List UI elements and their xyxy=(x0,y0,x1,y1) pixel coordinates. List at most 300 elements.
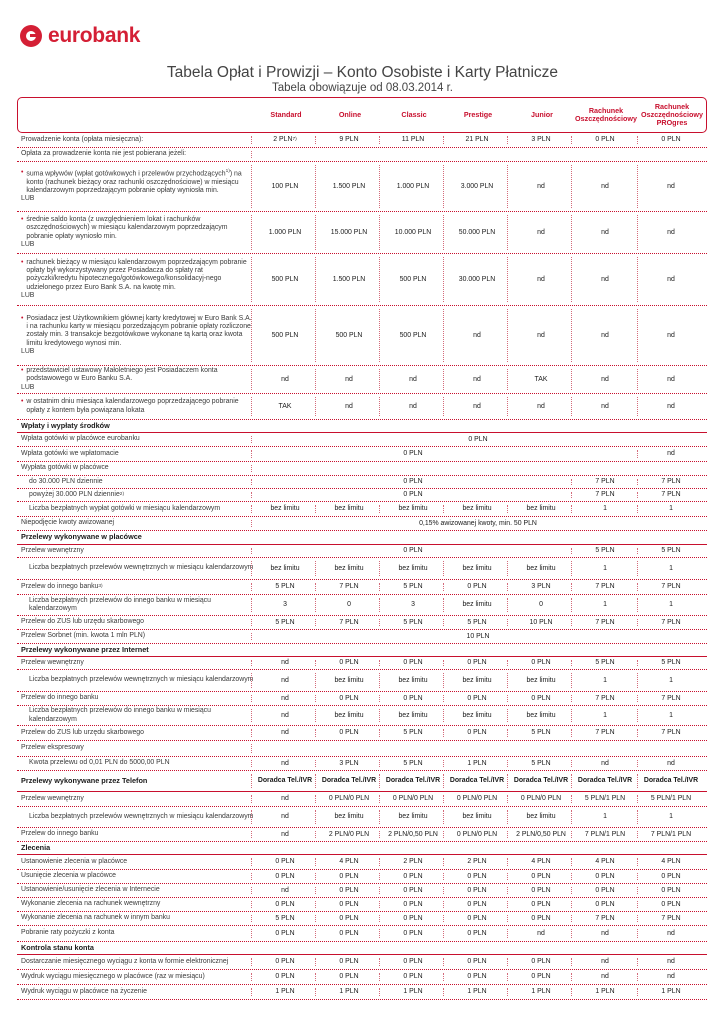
column-separator xyxy=(379,774,380,788)
column-separator xyxy=(637,492,638,498)
column-separator xyxy=(571,165,572,208)
row-label: Wydruk wyciągu miesięcznego w placówce (raz w miesiącu) xyxy=(21,972,205,980)
cell-7: 0 PLN xyxy=(661,886,681,894)
cell-1: 500 PLN xyxy=(271,275,299,283)
cell-7: 5 PLN/1 PLN xyxy=(650,795,692,803)
column-separator xyxy=(315,929,316,938)
cell-6: 7 PLN/1 PLN xyxy=(584,830,626,838)
column-separator xyxy=(507,257,508,302)
column-separator xyxy=(315,309,316,362)
cell-4: 0 PLN xyxy=(467,900,487,908)
row-label: Przelew do innego banku xyxy=(21,830,99,838)
column-separator xyxy=(379,673,380,688)
cell-4: 5 PLN xyxy=(467,618,487,626)
row-label: Przelew wewnętrzny xyxy=(21,794,84,802)
column-separator xyxy=(443,901,444,908)
cell-2: 7 PLN xyxy=(595,491,615,499)
cell-5: 0 PLN xyxy=(531,973,551,981)
table-row-przelew-sorbnet-min-kwota-1-mln-pln xyxy=(17,630,707,644)
cell-2: 0 PLN xyxy=(339,659,359,667)
cell-3: 0 PLN xyxy=(403,900,423,908)
column-separator xyxy=(251,774,252,788)
cell-7: 1 PLN xyxy=(661,988,681,996)
column-separator xyxy=(315,760,316,767)
section-przelewy-wykonywane-przez-telefon xyxy=(17,771,707,792)
column-separator xyxy=(315,774,316,788)
column-separator xyxy=(637,165,638,208)
column-separator xyxy=(315,673,316,688)
column-separator xyxy=(571,795,572,803)
cell-2: 3 PLN xyxy=(339,759,359,767)
column-separator xyxy=(251,465,252,472)
column-separator xyxy=(379,136,380,144)
cell-4: 0 PLN xyxy=(467,694,487,702)
cell-5: bez limitu xyxy=(526,813,556,821)
row-label: • rachunek bieżący w miesiącu kalendarzowym poprzedzającym pobranie opłaty był wykorzystywany przez Posiadacza do spłaty rat pożyczki/kredytu hipotecznego/gotówkowego/konsolidacyj-nego udzielonego przez Euro Bank S.A. na kwotę min. LUB xyxy=(21,258,247,299)
cell-4: 0 PLN xyxy=(467,914,487,922)
column-separator xyxy=(637,973,638,981)
column-separator xyxy=(315,215,316,250)
section-przelewy-wykonywane-przez-internet xyxy=(17,644,707,657)
table-row-wykonanie-zlecenia-na-rachunek-w-innym-b xyxy=(17,912,707,926)
cell-4: bez limitu xyxy=(462,813,492,821)
column-separator xyxy=(443,729,444,737)
cell-2: 1 PLN xyxy=(339,988,359,996)
cell-3: 3 xyxy=(411,601,415,609)
column-separator xyxy=(507,583,508,591)
cell-6: nd xyxy=(601,182,609,190)
column-separator xyxy=(507,165,508,208)
column-separator xyxy=(251,810,252,824)
column-separator xyxy=(571,505,572,513)
column-separator xyxy=(315,165,316,208)
column-separator xyxy=(443,958,444,966)
column-separator xyxy=(315,505,316,513)
column-separator xyxy=(571,774,572,788)
column-separator xyxy=(637,774,638,788)
cell-4: 0 PLN xyxy=(467,886,487,894)
table-row-przelew-wewnetrzny xyxy=(17,792,707,807)
cell-7: 1 xyxy=(669,711,673,719)
table-row-przelew-do-zus-lub-urzedu-skarbowego xyxy=(17,616,707,630)
table-row-wplata-gotowki-w-placowce-eurobanku xyxy=(17,433,707,447)
row-label: Przelew wewnętrzny xyxy=(21,546,84,554)
row-label: Pobranie raty pożyczki z konta xyxy=(21,929,115,937)
page-title: Tabela Opłat i Prowizji – Konto Osobiste i Karty Płatnicze xyxy=(166,64,559,81)
column-separator xyxy=(443,774,444,788)
cell-3: 0 PLN xyxy=(403,958,423,966)
column-separator xyxy=(251,873,252,880)
column-separator xyxy=(571,915,572,922)
column-separator xyxy=(251,695,252,702)
cell-5: 0 PLN xyxy=(531,659,551,667)
table-row-liczba-bezplatnych-przelewow-wewnetrznyc xyxy=(17,558,707,580)
column-separator xyxy=(443,831,444,838)
cell-5: 0 PLN xyxy=(531,872,551,880)
column-separator xyxy=(571,548,572,554)
cell-4: bez limitu xyxy=(462,505,492,513)
cell-6: 0 PLN xyxy=(595,136,615,144)
cell-7: Doradca Tel./IVR xyxy=(643,777,699,785)
row-label: Przelew do ZUS lub urzędu skarbowego xyxy=(21,728,144,736)
column-separator xyxy=(379,561,380,576)
row-label: • przedstawiciel ustawowy Małoletniego jest Posiadaczem konta podstawowego w Euro Banku S.A. LUB xyxy=(21,367,218,391)
table-row-niepodjecie-kwoty-awizowanej xyxy=(17,517,707,531)
cell-2: 15.000 PLN xyxy=(330,228,368,236)
column-separator xyxy=(637,795,638,803)
row-label: Przelewy wykonywane w placówce xyxy=(21,532,142,542)
column-separator xyxy=(251,660,252,666)
table-row-posiadacz-jest-uzytkownikiem-glownej-kar xyxy=(17,306,707,366)
column-separator xyxy=(251,709,252,722)
cell-3: 1.000 PLN xyxy=(396,182,430,190)
column-separator xyxy=(507,397,508,416)
column-separator xyxy=(251,633,252,640)
column-separator xyxy=(251,915,252,922)
row-label: Przelewy wykonywane przez Internet xyxy=(21,644,149,654)
cell-5: bez limitu xyxy=(526,711,556,719)
table-row-przelew-do-zus-lub-urzedu-skarbowego xyxy=(17,726,707,741)
cell-7: 5 PLN xyxy=(661,659,681,667)
column-separator xyxy=(443,795,444,803)
column-separator xyxy=(443,915,444,922)
column-separator xyxy=(443,215,444,250)
column-separator xyxy=(507,887,508,894)
cell-4: nd xyxy=(473,331,481,339)
cell-1: nd xyxy=(281,375,289,383)
cell-2: 4 PLN xyxy=(339,858,359,866)
cell-4: 0 PLN/0 PLN xyxy=(456,795,498,803)
column-separator xyxy=(251,309,252,362)
table-row-liczba-bezplatnych-przelewow-do-innego-b xyxy=(17,706,707,726)
cell-3: 11 PLN xyxy=(401,136,425,144)
column-separator xyxy=(571,858,572,866)
table-row-przelew-do-innego-banku xyxy=(17,580,707,595)
cell-7: 1 xyxy=(669,601,673,609)
column-separator xyxy=(637,136,638,144)
table-row-przelew-wewnetrzny xyxy=(17,657,707,670)
cell-1: Doradca Tel./IVR xyxy=(257,777,313,785)
column-separator xyxy=(379,215,380,250)
row-label: Ustanowienie zlecenia w placówce xyxy=(21,857,128,865)
table-row-dostarczanie-miesiecznego-wyciagu-z-kont xyxy=(17,955,707,970)
table-row-liczba-bezplatnych-przelewow-do-innego-b xyxy=(17,595,707,616)
cell-2: 0 PLN xyxy=(339,958,359,966)
column-separator xyxy=(443,561,444,576)
column-separator xyxy=(637,709,638,722)
logo-text: eurobank xyxy=(48,24,141,47)
cell-5: 5 PLN xyxy=(531,729,551,737)
column-separator xyxy=(571,901,572,908)
row-label: Zlecenia xyxy=(21,842,51,852)
cell-6: 0 PLN xyxy=(595,872,615,880)
cell-5: nd xyxy=(537,929,545,937)
column-separator xyxy=(251,598,252,612)
cell-1: 10 PLN xyxy=(466,632,490,640)
cell-2: 7 PLN xyxy=(595,478,615,486)
column-separator xyxy=(251,492,252,498)
cell-1: 0 PLN xyxy=(275,929,295,937)
cell-4: 0 PLN xyxy=(467,659,487,667)
table-row-w-ostatnim-dniu-miesiaca-kalendarzowego- xyxy=(17,394,707,420)
column-separator xyxy=(379,165,380,208)
cell-1: 0 PLN xyxy=(468,435,488,443)
cell-1: 5 PLN xyxy=(275,618,295,626)
cell-3: 500 PLN xyxy=(399,331,427,339)
column-separator xyxy=(637,369,638,390)
column-separator xyxy=(571,873,572,880)
cell-3: 0 PLN xyxy=(403,886,423,894)
column-separator xyxy=(251,973,252,981)
table-row-przedstawiciel-ustawowy-maloletniego-jes xyxy=(17,366,707,394)
cell-6: 1 xyxy=(603,813,607,821)
column-separator xyxy=(251,858,252,866)
column-separator xyxy=(507,561,508,576)
cell-1: 0 PLN xyxy=(275,958,295,966)
cell-3: nd xyxy=(409,402,417,410)
column-separator xyxy=(251,369,252,390)
row-label: • suma wpływów (wpłat gotówkowych i przelewów przychodzących$^{1)}$) na konto (rachunek bieżący oraz rachunki oszczędnościowe) w miesiącu kalendarzowym poprzedzającym pobranie opłaty wyniosła min. LUB xyxy=(21,169,242,203)
cell-4: 21 PLN xyxy=(465,136,489,144)
cell-5: 10 PLN xyxy=(529,618,553,626)
cell-2: 7 PLN xyxy=(339,583,359,591)
cell-1: TAK xyxy=(278,402,292,410)
table-row-wykonanie-zlecenia-na-rachunek-wewnetrzn xyxy=(17,898,707,912)
column-separator xyxy=(315,831,316,838)
cell-5: 0 PLN/0 PLN xyxy=(520,795,562,803)
column-separator xyxy=(251,744,252,753)
cell-4: 30.000 PLN xyxy=(458,275,496,283)
cell-4: 1 PLN xyxy=(467,988,487,996)
column-separator xyxy=(507,309,508,362)
table-row-przelew-do-innego-banku xyxy=(17,828,707,842)
cell-2: bez limitu xyxy=(334,505,364,513)
column-separator xyxy=(315,660,316,666)
column-separator xyxy=(443,760,444,767)
cell-5: 0 xyxy=(539,601,543,609)
cell-6: 5 PLN xyxy=(595,659,615,667)
column-separator xyxy=(637,729,638,737)
column-separator xyxy=(637,915,638,922)
row-label: • w ostatnim dniu miesiąca kalendarzowego poprzedzającego pobranie opłaty z kontem była powiązana lokata xyxy=(21,398,239,414)
cell-4: 0 PLN xyxy=(467,929,487,937)
cell-3: 5 PLN xyxy=(403,729,423,737)
cell-1: nd xyxy=(281,711,289,719)
cell-3: nd xyxy=(409,375,417,383)
row-label: Wpłata gotówki we wpłatomacie xyxy=(21,449,119,457)
column-separator xyxy=(507,929,508,938)
column-separator xyxy=(379,958,380,966)
column-separator xyxy=(379,873,380,880)
cell-1: nd xyxy=(281,813,289,821)
column-header-rachunek-oszczednosciowy: Rachunek Oszczędnościowy xyxy=(575,105,637,123)
cell-5: nd xyxy=(537,275,545,283)
column-separator xyxy=(637,660,638,666)
cell-5: 1 PLN xyxy=(531,988,551,996)
column-separator xyxy=(443,858,444,866)
cell-3: 0 PLN xyxy=(403,929,423,937)
cell-2: bez limitu xyxy=(334,676,364,684)
cell-1: nd xyxy=(281,830,289,838)
cell-2: bez limitu xyxy=(334,564,364,572)
table-row-rachunek-biezacy-w-miesiacu-kalendarzowy xyxy=(17,254,707,306)
column-separator xyxy=(315,858,316,866)
cell-5: bez limitu xyxy=(526,505,556,513)
column-separator xyxy=(251,831,252,838)
column-separator xyxy=(315,583,316,591)
cell-2: 0 PLN xyxy=(339,729,359,737)
cell-7: nd xyxy=(667,275,675,283)
cell-2: 1.500 PLN xyxy=(332,182,366,190)
row-label: • Posiadacz jest Użytkownikiem głównej karty kredytowej w Euro Bank S.A. i na rachunku karty w miesiącu porzedzającym pobranie opłaty rozliczone zostały min. 3 transakcje bezgotówkowe wykonane tą kartą oraz kwota limitu kredytowego wynosi min. LUB xyxy=(21,314,252,355)
cell-2: bez limitu xyxy=(334,711,364,719)
cell-7: nd xyxy=(667,375,675,383)
bullet-icon: • xyxy=(21,398,24,406)
column-separator xyxy=(443,695,444,702)
cell-5: 0 PLN xyxy=(531,958,551,966)
column-separator xyxy=(443,810,444,824)
column-separator xyxy=(379,831,380,838)
column-separator xyxy=(379,988,380,996)
column-separator xyxy=(571,673,572,688)
cell-4: 0 PLN xyxy=(467,872,487,880)
cell-7: 7 PLN xyxy=(661,694,681,702)
cell-1: 2 PLN 7) xyxy=(273,136,297,144)
column-separator xyxy=(251,436,252,443)
table-row-kwota-przelewu-od-0-01-pln-do-5000-00-pl xyxy=(17,757,707,771)
cell-4: 0 PLN/0 PLN xyxy=(456,830,498,838)
table-row-wplata-gotowki-we-wplatomacie xyxy=(17,447,707,462)
cell-6: 7 PLN xyxy=(595,914,615,922)
cell-2: 0 xyxy=(347,601,351,609)
column-separator xyxy=(507,709,508,722)
table-row-powyzej-30-000-pln-dziennie xyxy=(17,489,707,502)
column-separator xyxy=(315,729,316,737)
cell-6: 0 PLN xyxy=(595,900,615,908)
column-separator xyxy=(443,309,444,362)
column-separator xyxy=(251,450,252,458)
row-label: Wykonanie zlecenia na rachunek wewnętrzny xyxy=(21,900,161,908)
cell-2: 0 PLN xyxy=(339,929,359,937)
column-separator xyxy=(637,929,638,938)
cell-3: bez limitu xyxy=(398,564,428,572)
cell-7: 1 xyxy=(669,505,673,513)
column-separator xyxy=(251,729,252,737)
cell-7: 1 xyxy=(669,813,673,821)
row-label: Wypłata gotówki w placówce xyxy=(21,464,109,472)
column-separator xyxy=(379,695,380,702)
column-separator xyxy=(379,858,380,866)
column-separator xyxy=(507,660,508,666)
cell-1: 0 PLN xyxy=(403,491,423,499)
column-separator xyxy=(251,397,252,416)
cell-1: 0 PLN xyxy=(275,973,295,981)
row-label: Liczba bezpłatnych wypłat gotówki w miesiącu kalendarzowym xyxy=(29,504,221,512)
column-separator xyxy=(637,988,638,996)
column-separator xyxy=(571,929,572,938)
table-row-przelew-wewnetrzny xyxy=(17,545,707,558)
row-label: Liczba bezpłatnych przelewów wewnętrznych w miesiącu kalendarzowym xyxy=(29,676,254,684)
table-row-oplata-za-prowadzenie-konta-nie-jest-pob xyxy=(17,148,707,162)
column-separator xyxy=(443,505,444,513)
column-separator xyxy=(379,660,380,666)
column-separator xyxy=(251,151,252,158)
column-separator xyxy=(379,309,380,362)
cell-2: 0 PLN xyxy=(339,694,359,702)
cell-1: nd xyxy=(281,659,289,667)
column-separator xyxy=(379,598,380,612)
column-separator xyxy=(507,215,508,250)
cell-2: Doradca Tel./IVR xyxy=(321,777,377,785)
column-separator xyxy=(507,915,508,922)
cell-1: 3 xyxy=(283,601,287,609)
column-separator xyxy=(379,369,380,390)
cell-7: 0 PLN xyxy=(661,872,681,880)
column-separator xyxy=(251,479,252,485)
cell-7: nd xyxy=(667,973,675,981)
row-label: Liczba bezpłatnych przelewów do innego banku w miesiącu kalendarzowym xyxy=(29,707,211,723)
cell-2: 0 PLN xyxy=(339,914,359,922)
cell-6: 7 PLN xyxy=(595,618,615,626)
cell-1: nd xyxy=(281,694,289,702)
cell-1: 0 PLN xyxy=(275,858,295,866)
cell-1: 5 PLN xyxy=(275,583,295,591)
column-separator xyxy=(571,973,572,981)
cell-3: 500 PLN xyxy=(399,275,427,283)
cell-5: 4 PLN xyxy=(531,858,551,866)
cell-3: 5 PLN xyxy=(403,618,423,626)
cell-3: 0 PLN xyxy=(403,973,423,981)
column-separator xyxy=(637,598,638,612)
column-separator xyxy=(507,673,508,688)
cell-6: nd xyxy=(601,331,609,339)
cell-4: 0 PLN xyxy=(467,729,487,737)
column-separator xyxy=(507,988,508,996)
cell-1: 500 PLN xyxy=(271,331,299,339)
column-separator xyxy=(637,673,638,688)
cell-3: 10.000 PLN xyxy=(394,228,432,236)
cell-3: Doradca Tel./IVR xyxy=(385,777,441,785)
cell-6: nd xyxy=(601,402,609,410)
column-separator xyxy=(443,136,444,144)
column-separator xyxy=(571,958,572,966)
column-header-prestige: Prestige xyxy=(463,109,493,119)
column-separator xyxy=(379,257,380,302)
cell-2: 7 PLN xyxy=(339,618,359,626)
cell-7: 4 PLN xyxy=(661,858,681,866)
column-header-junior: Junior xyxy=(531,109,553,119)
cell-1: 0 PLN xyxy=(403,478,423,486)
cell-7: 0 PLN xyxy=(661,900,681,908)
cell-4: Doradca Tel./IVR xyxy=(449,777,505,785)
column-separator xyxy=(507,598,508,612)
column-separator xyxy=(637,619,638,626)
table-row-usuniecie-zlecenia-w-placowce xyxy=(17,870,707,884)
column-separator xyxy=(379,397,380,416)
column-separator xyxy=(507,831,508,838)
cell-6: Doradca Tel./IVR xyxy=(577,777,633,785)
eurobank-logo xyxy=(20,24,140,48)
column-separator xyxy=(315,598,316,612)
cell-1: 0,15% awizowanej kwoty, min. 50 PLN xyxy=(419,519,537,527)
column-separator xyxy=(379,619,380,626)
cell-7: nd xyxy=(667,331,675,339)
column-separator xyxy=(571,598,572,612)
column-separator xyxy=(379,901,380,908)
column-separator xyxy=(443,257,444,302)
row-label: Wydruk wyciągu w placówce na życzenie xyxy=(21,987,147,995)
column-separator xyxy=(315,695,316,702)
